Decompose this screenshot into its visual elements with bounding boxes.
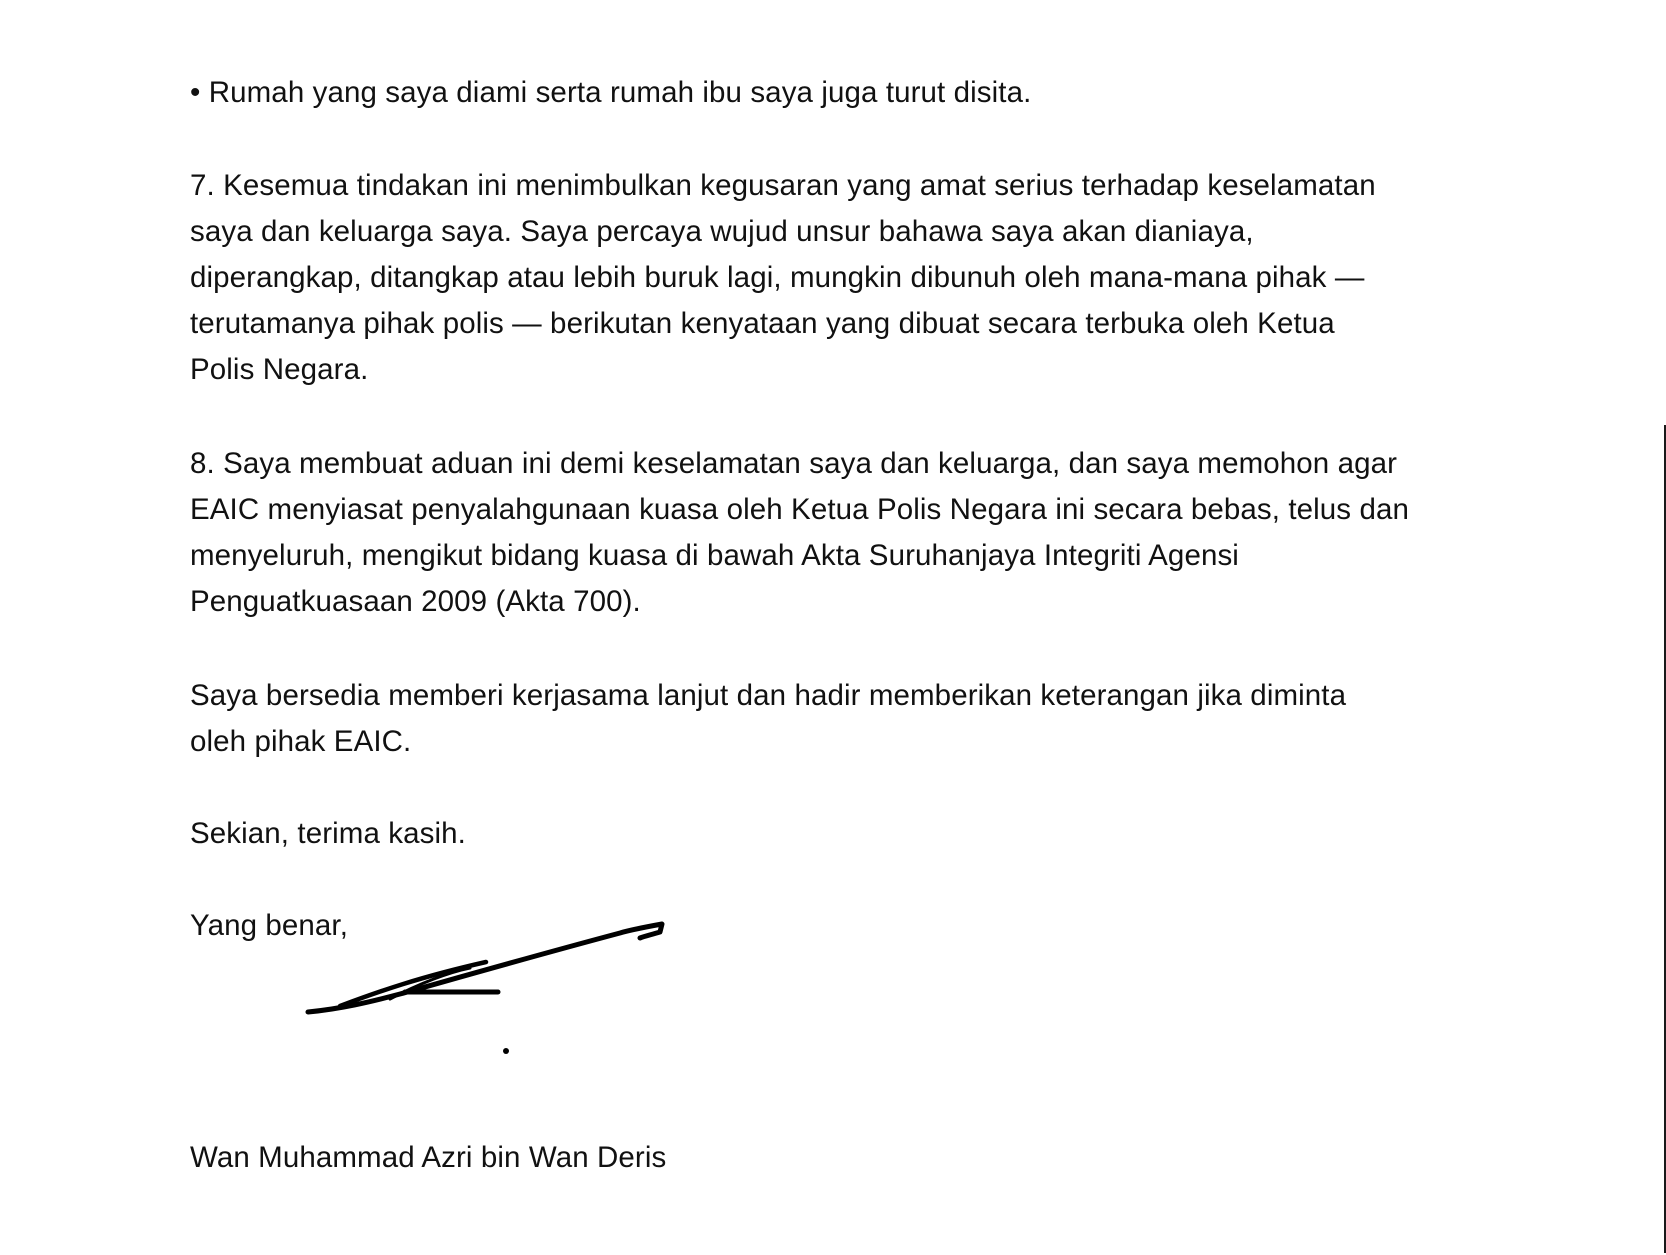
signer-name (190, 1135, 1490, 1181)
paragraph-8 (190, 441, 1490, 625)
bullet-item (190, 70, 1490, 116)
cooperation-line: Saya bersedia memberi kerjasama lanjut dan hadir memberikan keterangan jika diminta (190, 679, 1347, 712)
paragraph-7-line: 7. Kesemua tindakan ini menimbulkan kegusaran yang amat serius terhadap keselamatan (190, 169, 1376, 202)
paragraph-8-line: EAIC menyiasat penyalahgunaan kuasa oleh Ketua Polis Negara ini secara bebas, telus dan (190, 493, 1409, 526)
signer-name-text: Wan Muhammad Azri bin Wan Deris (190, 1141, 667, 1174)
salutation-line: Yang benar, (190, 909, 349, 942)
paragraph-8-line: 8. Saya membuat aduan ini demi keselamatan saya dan keluarga, dan saya memohon agar (190, 447, 1398, 480)
paragraph-8-line: menyeluruh, mengikut bidang kuasa di bawah Akta Suruhanjaya Integriti Agensi (190, 539, 1239, 572)
paragraph-7-line: diperangkap, ditangkap atau lebih buruk lagi, mungkin dibunuh oleh mana-mana pihak — (190, 261, 1365, 294)
handwritten-signature (300, 905, 680, 1055)
paragraph-7 (190, 163, 1490, 393)
bullet-item-text: • Rumah yang saya diami serta rumah ibu saya juga turut disita. (190, 76, 1032, 109)
cooperation-line: oleh pihak EAIC. (190, 725, 412, 758)
closing-text (190, 811, 1490, 857)
cooperation-paragraph (190, 673, 1490, 765)
closing-line: Sekian, terima kasih. (190, 817, 466, 850)
paragraph-7-line: Polis Negara. (190, 353, 369, 386)
paragraph-7-line: terutamanya pihak polis — berikutan kenyataan yang dibuat secara terbuka oleh Ketua (190, 307, 1335, 340)
paragraph-7-line: saya dan keluarga saya. Saya percaya wujud unsur bahawa saya akan dianiaya, (190, 215, 1254, 248)
signature-dot (503, 1048, 509, 1054)
paragraph-8-line: Penguatkuasaan 2009 (Akta 700). (190, 585, 641, 618)
